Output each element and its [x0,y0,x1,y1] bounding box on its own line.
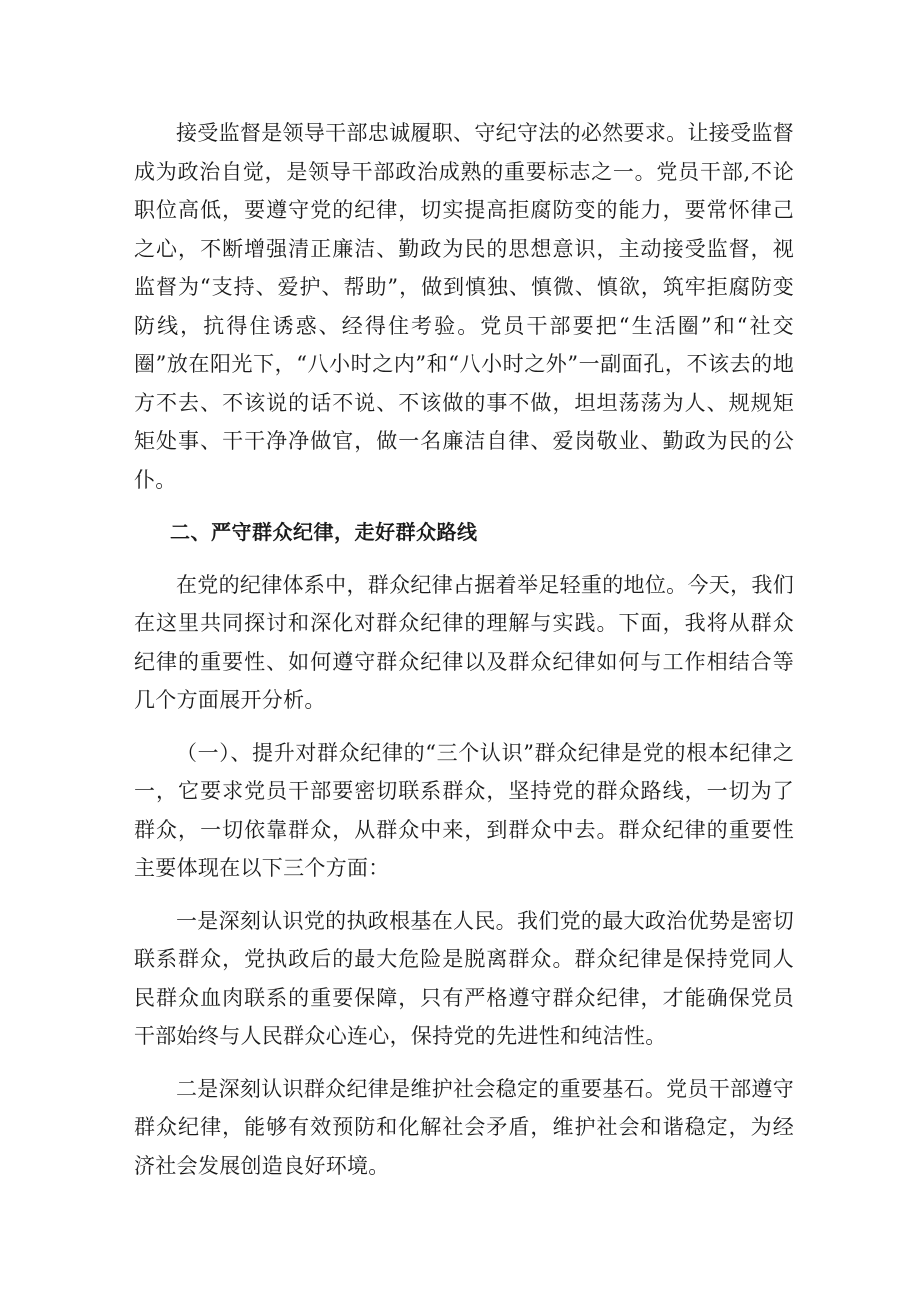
paragraph-intro: 在党的纪律体系中，群众纪律占据着举足轻重的地位。今天，我们在这里共同探讨和深化对群众纪律的理解与实践。下面，我将从群众纪律的重要性、如何遵守群众纪律以及群众纪律如何与工作相结合等几个方面展开分析。 [134,572,794,712]
document-body [134,114,794,1199]
paragraph-supervision: 接受监督是领导干部忠诚履职、守纪守法的必然要求。让接受监督成为政治自觉，是领导干部政治成熟的重要标志之一。党员干部,不论职位高低，要遵守党的纪律，切实提高拒腐防变的能力，要常怀律己之心，不断增强清正廉洁、勤政为民的思想意识，主动接受监督，视监督为“支持、爱护、帮助”，做到慎独、慎微、慎欲，筑牢拒腐防变防线，抗得住诱惑、经得住考验。党员干部要把“生活圈”和“社交圈”放在阳光下，“八小时之内”和“八小时之外”一副面孔，不该去的地方不去、不该说的话不说、不该做的事不做，坦坦荡荡为人、规规矩矩处事、干干净净做官，做一名廉洁自律、爱岗敬业、勤政为民的公仆。 [134,121,794,492]
paragraph-first-point: 一是深刻认识党的执政根基在人民。我们党的最大政治优势是密切联系群众，党执政后的最大危险是脱离群众。群众纪律是保持党同人民群众血肉联系的重要保障，只有严格遵守群众纪律，才能确保党员干部始终与人民群众心连心，保持党的先进性和纯洁性。 [134,908,794,1048]
paragraph-three-understandings: （一）、提升对群众纪律的“三个认识”群众纪律是党的根本纪律之一，它要求党员干部要密切联系群众，坚持党的群众路线，一切为了群众，一切依靠群众，从群众中来，到群众中去。群众纪律的重要性主要体现在以下三个方面： [134,740,794,880]
paragraph-second-point: 二是深刻认识群众纪律是维护社会稳定的重要基石。党员干部遵守群众纪律，能够有效预防和化解社会矛盾，维护社会和谐稳定，为经济社会发展创造良好环境。 [134,1076,794,1178]
section-heading: 二、严守群众纪律，走好群众路线 [170,520,478,544]
